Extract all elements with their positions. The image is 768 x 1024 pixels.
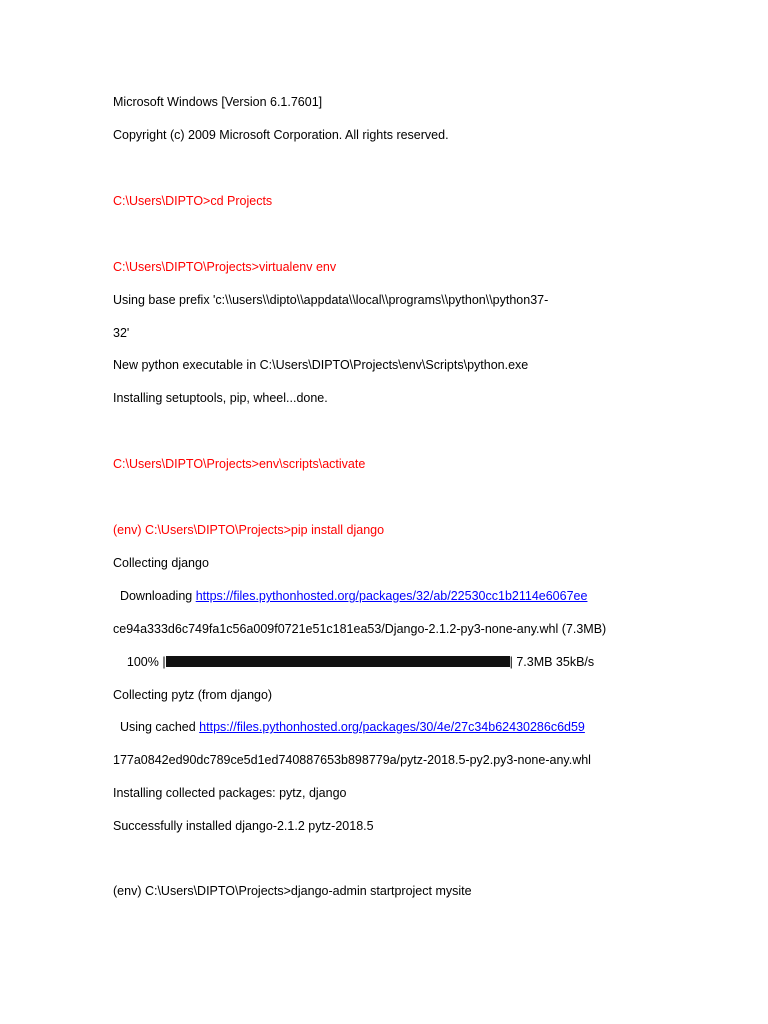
progress-bar: [166, 656, 510, 667]
windows-version-line: Microsoft Windows [Version 6.1.7601]: [113, 95, 323, 109]
pip-install-command: (env) C:\Users\DIPTO\Projects>pip install django: [113, 523, 385, 537]
downloading-line: [113, 588, 587, 604]
pytz-download-link[interactable]: https://files.pythonhosted.org/packages/30/4e/27c34b62430286c6d59: [199, 720, 585, 734]
pytz-wheel-line: 177a0842ed90dc789ce5d1ed740887653b898779a/pytz-2018.5-py2.py3-none-any.whl: [113, 753, 591, 767]
base-prefix-line: Using base prefix 'c:\\users\\dipto\\appdata\\local\\programs\\python\\python37-: [113, 293, 549, 307]
downloading-label: Downloading: [113, 589, 196, 603]
using-cached-label: Using cached: [113, 720, 200, 734]
progress-rate: | 7.3MB 35kB/s: [509, 655, 595, 669]
django-download-link[interactable]: https://files.pythonhosted.org/packages/32/ab/22530cc1b2114e6067ee: [195, 589, 588, 603]
success-line: Successfully installed django-2.1.2 pytz-2018.5: [113, 819, 374, 833]
django-wheel-line: ce94a333d6c749fa1c56a009f0721e51c181ea53/Django-2.1.2-py3-none-any.whl (7.3MB): [113, 622, 607, 636]
collecting-pytz-line: Collecting pytz (from django): [113, 688, 273, 702]
installing-packages-line: Installing collected packages: pytz, django: [113, 786, 347, 800]
using-cached-line: [113, 719, 585, 735]
cd-projects-command: C:\Users\DIPTO>cd Projects: [113, 194, 273, 208]
copyright-line: Copyright (c) 2009 Microsoft Corporation. All rights reserved.: [113, 128, 449, 142]
collecting-django-line: Collecting django: [113, 556, 209, 570]
activate-command: C:\Users\DIPTO\Projects>env\scripts\activate: [113, 457, 366, 471]
progress-line: [113, 654, 594, 670]
startproject-command: (env) C:\Users\DIPTO\Projects>django-admin startproject mysite: [113, 884, 472, 898]
virtualenv-command: C:\Users\DIPTO\Projects>virtualenv env: [113, 260, 337, 274]
progress-percent: 100% |: [113, 655, 166, 669]
python-executable-line: New python executable in C:\Users\DIPTO\Projects\env\Scripts\python.exe: [113, 358, 529, 372]
installing-setuptools-line: Installing setuptools, pip, wheel...done.: [113, 391, 328, 405]
base-prefix-continuation: 32': [113, 326, 130, 340]
